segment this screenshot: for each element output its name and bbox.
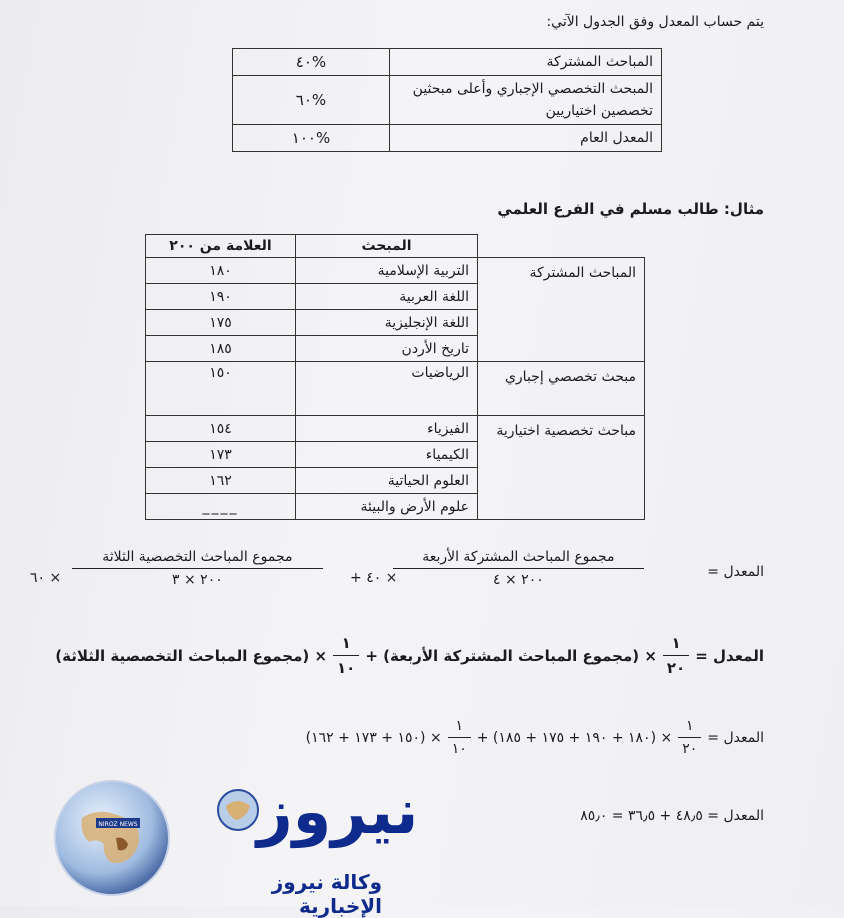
formula3-term1: × (١٨٠ + ١٩٠ + ١٧٥ + ١٨٥) +	[476, 729, 673, 746]
table-row	[146, 258, 645, 284]
weight-pct: %١٠٠	[233, 125, 390, 152]
fraction-numerator: ١	[341, 634, 351, 652]
weight-label: المباحث المشتركة	[390, 49, 662, 76]
mark-cell: ١٨٠	[146, 258, 296, 284]
fraction-numerator: ١	[671, 634, 681, 652]
grades-table	[145, 234, 645, 520]
table-row	[233, 49, 662, 76]
header-empty	[478, 235, 645, 258]
mark-cell: ١٥٤	[146, 416, 296, 442]
fraction-denominator: ٢٠٠ × ٣	[72, 568, 323, 588]
mark-cell: ١٦٢	[146, 468, 296, 494]
subject-cell: علوم الأرض والبيئة	[296, 494, 478, 520]
formula2-term2: × (مجموع المباحث التخصصية الثلاثة)	[55, 646, 328, 665]
weights-table	[232, 48, 662, 152]
subject-cell: الكيمياء	[296, 442, 478, 468]
fraction-denominator: ٢٠	[663, 655, 689, 677]
example-title: مثال: طالب مسلم في الفرع العلمي	[497, 200, 764, 218]
table-header-row	[146, 235, 645, 258]
formula1-left-multiplier: × ٦٠	[30, 570, 62, 586]
watermark-logo	[52, 775, 419, 918]
group-name: المباحث المشتركة	[478, 258, 645, 362]
fraction-numerator: ١	[455, 718, 463, 734]
intro-text: يتم حساب المعدل وفق الجدول الآتي:	[546, 14, 764, 30]
weight-pct: %٤٠	[233, 49, 390, 76]
fraction-denominator: ٢٠٠ × ٤	[393, 568, 644, 588]
weight-pct: %٦٠	[233, 76, 390, 125]
formula3-label: المعدل =	[707, 729, 764, 746]
formula1-right-multiplier: × ٤٠ +	[350, 570, 398, 586]
subject-cell: اللغة العربية	[296, 284, 478, 310]
subject-cell: تاريخ الأردن	[296, 336, 478, 362]
fraction-numerator: مجموع المباحث التخصصية الثلاثة	[102, 549, 293, 565]
weight-label: المعدل العام	[390, 125, 662, 152]
subject-cell: العلوم الحياتية	[296, 468, 478, 494]
fraction-denominator: ٢٠	[678, 737, 701, 757]
formula1-right-fraction	[393, 549, 644, 588]
formula1-label: المعدل =	[707, 564, 764, 580]
mark-cell: ١٧٥	[146, 310, 296, 336]
small-globe-icon	[216, 788, 260, 832]
formula3-term2: × (١٥٠ + ١٧٣ + ١٦٢)	[305, 729, 442, 746]
globe-text: NIROZ NEWS	[98, 821, 138, 828]
table-row	[146, 416, 645, 442]
formula2	[55, 634, 764, 677]
brand-name: نيروز	[257, 775, 419, 848]
group-name: مباحث تخصصية اختيارية	[478, 416, 645, 520]
header-mark: العلامة من ٢٠٠	[146, 235, 296, 258]
formula2-label: المعدل =	[695, 646, 764, 665]
subject-cell: التربية الإسلامية	[296, 258, 478, 284]
weight-label: المبحث التخصصي الإجباري وأعلى مبحثين تخصصين اختياريين	[390, 76, 662, 125]
globe-icon	[52, 778, 172, 898]
fraction-numerator: مجموع المباحث المشتركة الأربعة	[422, 549, 615, 565]
subject-cell: الفيزياء	[296, 416, 478, 442]
table-row	[233, 125, 662, 152]
table-row	[146, 362, 645, 416]
subject-cell: اللغة الإنجليزية	[296, 310, 478, 336]
fraction-numerator: ١	[686, 718, 694, 734]
formula4: المعدل = ٤٨٫٥ + ٣٦٫٥ = ٨٥٫٠	[580, 808, 764, 824]
mark-cell: ١٥٠	[146, 362, 296, 416]
mark-cell: ١٨٥	[146, 336, 296, 362]
group-name: مبحث تخصصي إجباري	[478, 362, 645, 416]
fraction-denominator: ١٠	[448, 737, 471, 757]
formula1-left-fraction	[72, 549, 323, 588]
header-subject: المبحث	[296, 235, 478, 258]
brand-tagline: وكالة نيروز الإخبارية	[271, 870, 382, 918]
table-row	[233, 76, 662, 125]
mark-cell: ١٩٠	[146, 284, 296, 310]
fraction-denominator: ١٠	[333, 655, 359, 677]
mark-cell: ____	[146, 494, 296, 520]
mark-cell: ١٧٣	[146, 442, 296, 468]
subject-cell: الرياضيات	[296, 362, 478, 416]
formula2-term1: × (مجموع المباحث المشتركة الأربعة) +	[365, 646, 657, 665]
formula3	[306, 718, 764, 757]
